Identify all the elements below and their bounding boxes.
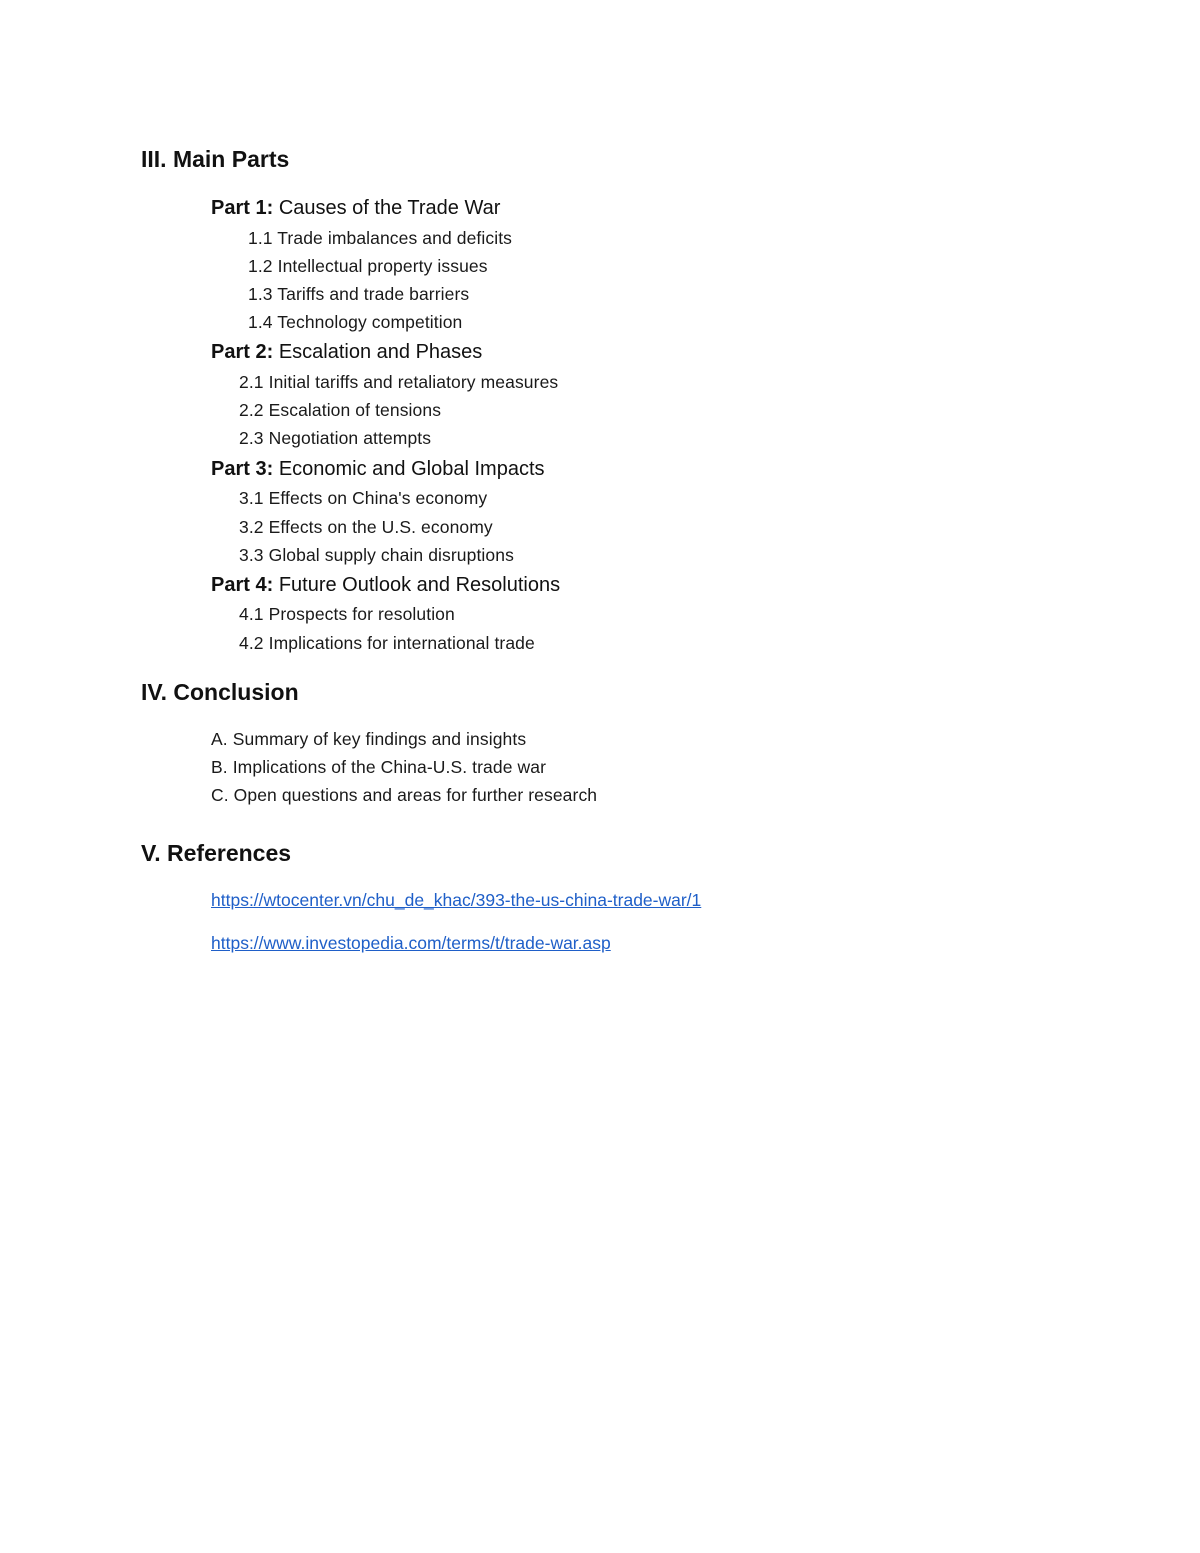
list-item: 1.1 Trade imbalances and deficits xyxy=(248,228,513,248)
part-4-heading xyxy=(211,575,560,595)
part-2-heading xyxy=(211,342,482,362)
list-item: A. Summary of key findings and insights xyxy=(211,729,527,749)
list-item: 1.2 Intellectual property issues xyxy=(248,256,488,276)
part-1-label: Part 1: xyxy=(211,197,274,219)
part-4-title: Future Outlook and Resolutions xyxy=(278,574,561,596)
part-2-label: Part 2: xyxy=(211,341,274,363)
part-3-title: Economic and Global Impacts xyxy=(278,458,545,480)
list-item: 4.2 Implications for international trade xyxy=(239,633,535,653)
list-item: 3.3 Global supply chain disruptions xyxy=(239,545,514,565)
part-1-title: Causes of the Trade War xyxy=(278,197,501,219)
reference-link-investopedia[interactable]: https://www.investopedia.com/terms/t/trade-war.asp xyxy=(211,933,611,953)
list-item: 2.3 Negotiation attempts xyxy=(239,428,432,448)
list-item: 2.1 Initial tariffs and retaliatory measures xyxy=(239,372,559,392)
list-item: 3.1 Effects on China's economy xyxy=(239,488,488,508)
list-item: 1.4 Technology competition xyxy=(248,312,463,332)
part-2-title: Escalation and Phases xyxy=(278,341,483,363)
part-4-label: Part 4: xyxy=(211,574,274,596)
part-3-heading xyxy=(211,459,545,479)
section-heading-main-parts: III. Main Parts xyxy=(141,146,290,172)
list-item: 3.2 Effects on the U.S. economy xyxy=(239,517,493,537)
part-3-label: Part 3: xyxy=(211,458,274,480)
part-1-heading xyxy=(211,198,500,218)
section-heading-references: V. References xyxy=(141,840,292,866)
list-item: 2.2 Escalation of tensions xyxy=(239,400,442,420)
reference-link-wtocenter[interactable]: https://wtocenter.vn/chu_de_khac/393-the-us-china-trade-war/1 xyxy=(211,890,702,910)
list-item: C. Open questions and areas for further research xyxy=(211,785,598,805)
list-item: 4.1 Prospects for resolution xyxy=(239,604,455,624)
list-item: B. Implications of the China-U.S. trade war xyxy=(211,757,547,777)
section-heading-conclusion: IV. Conclusion xyxy=(141,679,299,705)
list-item: 1.3 Tariffs and trade barriers xyxy=(248,284,470,304)
